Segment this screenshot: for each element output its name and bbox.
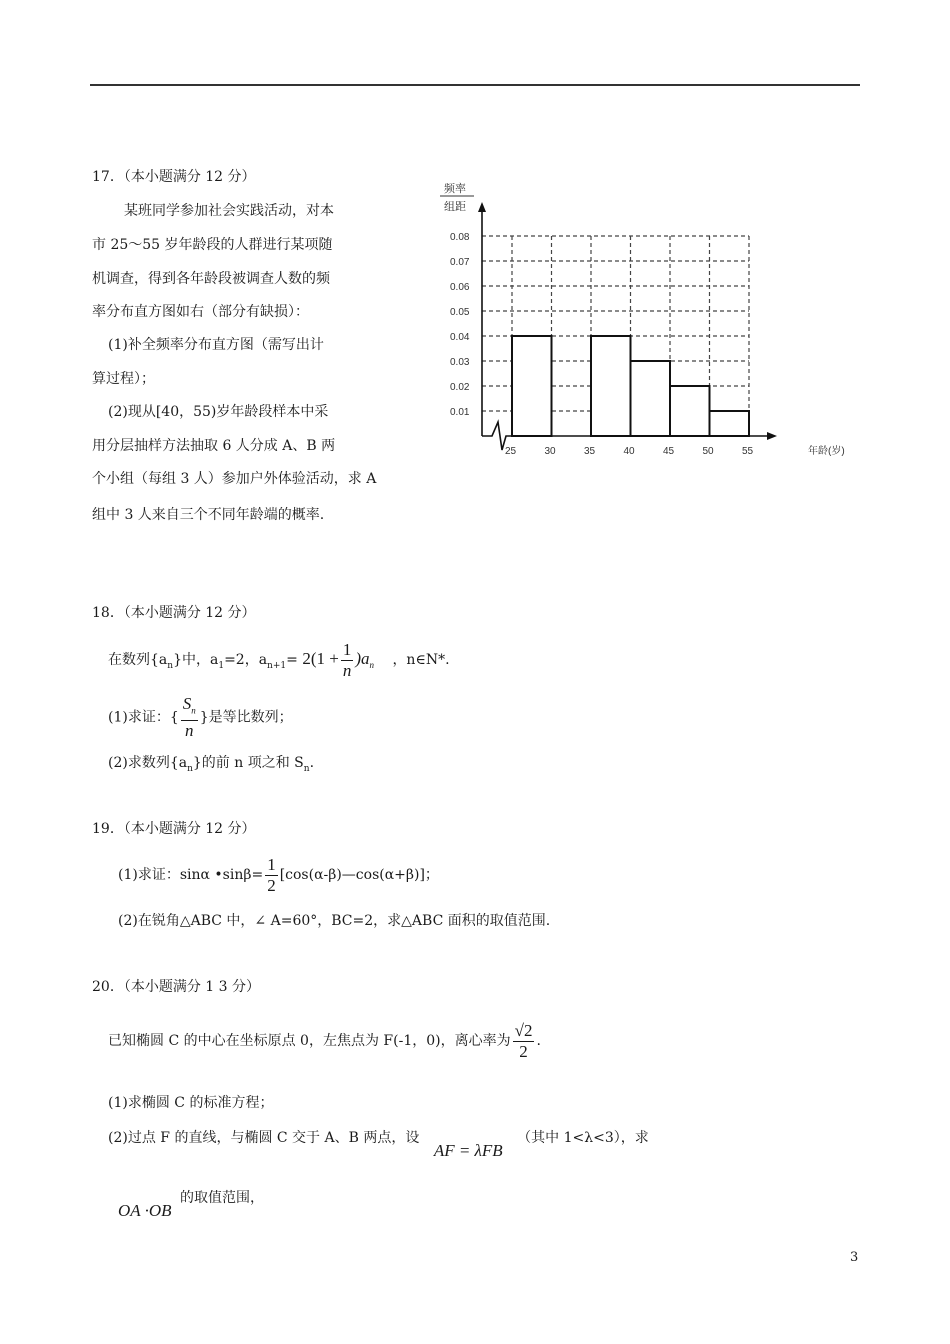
q17-line-4: 率分布直方图如右（部分有缺损）： [92, 304, 309, 320]
q18-part2 [108, 754, 314, 778]
q17-line-1: 某班同学参加社会实践活动，对本 [124, 203, 334, 219]
q18-an1-eq: = [286, 652, 298, 668]
x-axis-arrow [767, 432, 777, 440]
q20-vector-dot: OA ·OB [118, 1201, 172, 1220]
q18-p1-num-s: S [182, 694, 192, 713]
q19-p1-den: 2 [267, 875, 276, 895]
q20-dot-product [118, 1188, 264, 1220]
q19-p1-fraction [265, 855, 278, 896]
q18-domain: ，n∈N*. [392, 652, 450, 668]
y-tick-label: 0.03 [450, 357, 470, 368]
q20-part2 [108, 1128, 649, 1160]
q18-p2-mid: }的前 n 项之和 S [192, 755, 304, 771]
q20-p2-cond: （其中 1<λ<3），求 [517, 1130, 649, 1146]
q17-line-8: 用分层抽样方法抽取 6 人分成 A、B 两 [92, 438, 336, 454]
q19-p1-post: [cos(α-β)—cos(α+β)]； [279, 867, 439, 883]
q18-statement [108, 636, 450, 689]
xlabel: 年龄(岁) [808, 446, 845, 457]
x-tick-label: 35 [584, 446, 596, 457]
q18-p2-sub2: n [303, 763, 310, 774]
y-tick-label: 0.04 [450, 332, 470, 343]
q17-line-5: (1)补全频率分布直方图（需写出计 [108, 337, 324, 353]
q17-line-6: 算过程）； [92, 371, 155, 387]
histogram-bar [631, 361, 671, 436]
histogram-bar [591, 336, 631, 436]
q18-formula-sub: n [369, 659, 374, 670]
q18-a1-sub: 1 [218, 660, 225, 671]
q19-p1-pre: (1)求证：sinα •sinβ= [118, 867, 264, 883]
histogram-bar [670, 386, 710, 436]
x-tick-label: 45 [663, 446, 675, 457]
q18-seq-intro: 在数列{a [108, 652, 168, 668]
q18-p2-sub: n [187, 763, 193, 774]
y-axis-arrow [478, 202, 486, 212]
header-rule [90, 84, 860, 86]
q20-part1: (1)求椭圆 C 的标准方程； [108, 1095, 274, 1111]
q17-line-2: 市 25～55 岁年龄段的人群进行某项随 [92, 237, 333, 253]
q20-p2-end: 的取值范围， [179, 1190, 264, 1206]
q20-intro-pre: 已知椭圆 C 的中心在坐标原点 0，左焦点为 F(-1，0)，离心率为 [108, 1033, 511, 1049]
q18-formula-fraction [341, 640, 354, 681]
y-tick-label: 0.05 [450, 307, 470, 318]
q18-p1-fraction [181, 694, 198, 741]
q18-p1-pre: (1)求证：{ [108, 709, 179, 726]
y-tick-label: 0.01 [450, 407, 470, 418]
q17-line-3: 机调查，得到各年龄段被调查人数的频 [92, 271, 330, 287]
q20-ecc-den: 2 [519, 1041, 528, 1061]
q17-line-10: 组中 3 人来自三个不同年龄端的概率. [92, 507, 325, 523]
q18-a1-val: =2，a [224, 652, 268, 668]
histogram-bar [710, 411, 750, 436]
q20-intro [108, 1018, 541, 1064]
q18-formula-den: n [342, 660, 352, 680]
q18-p1-num [181, 694, 198, 721]
q20-vector-eq: AF = λFB [433, 1141, 503, 1160]
q18-p1-den: n [185, 721, 194, 741]
q17-line-7: (2)现从[40，55)岁年龄段样本中采 [108, 404, 329, 420]
frequency-histogram [430, 170, 860, 470]
ylabel-bottom: 组距 [444, 201, 466, 213]
q18-seq-mid: }中，a [173, 652, 219, 668]
y-tick-label: 0.08 [450, 232, 470, 243]
q20-intro-end: . [536, 1033, 541, 1049]
y-tick-label: 0.07 [450, 257, 470, 268]
x-tick-label: 40 [623, 446, 635, 457]
q19-p1-num: 1 [267, 854, 276, 874]
q18-formula-pre: 2(1 + [302, 649, 339, 668]
q20-header: 20．（本小题满分 1 3 分） [92, 979, 260, 995]
q18-formula-post: )a [355, 649, 370, 668]
q17-header: 17．（本小题满分 12 分） [92, 169, 256, 185]
q19-part1 [118, 852, 439, 898]
q20-ecc-fraction [513, 1021, 535, 1062]
q18-p1-num-sub: n [191, 705, 196, 716]
q19-part2: (2)在锐角△ABC 中，∠ A=60°，BC=2，求△ABC 面积的取值范围. [118, 913, 551, 929]
page-number: 3 [850, 1250, 859, 1265]
q17-line-9: 个小组（每组 3 人）参加户外体验活动，求 A [92, 471, 377, 487]
q19-header: 19．（本小题满分 12 分） [92, 821, 256, 837]
q18-seq-sub: n [167, 660, 174, 671]
y-tick-label: 0.06 [450, 282, 470, 293]
q18-part1 [108, 694, 293, 741]
q18-an1-sub: n+1 [267, 660, 287, 671]
q18-p2-end: . [309, 755, 315, 771]
histogram-bar [512, 336, 552, 436]
x-tick-label: 55 [742, 446, 754, 457]
x-tick-label: 25 [505, 446, 517, 457]
q20-ecc-num: √2 [514, 1020, 533, 1040]
x-tick-label: 30 [544, 446, 556, 457]
q18-formula-num: 1 [342, 639, 352, 659]
q18-p1-post: }是等比数列； [199, 709, 293, 726]
q18-header: 18．（本小题满分 12 分） [92, 605, 256, 621]
y-tick-label: 0.02 [450, 382, 470, 393]
q20-p2-pre: (2)过点 F 的直线，与椭圆 C 交于 A、B 两点，设 [108, 1130, 420, 1146]
x-tick-label: 50 [702, 446, 714, 457]
q18-p2-pre: (2)求数列{a [108, 755, 188, 771]
ylabel-top: 频率 [444, 183, 466, 195]
